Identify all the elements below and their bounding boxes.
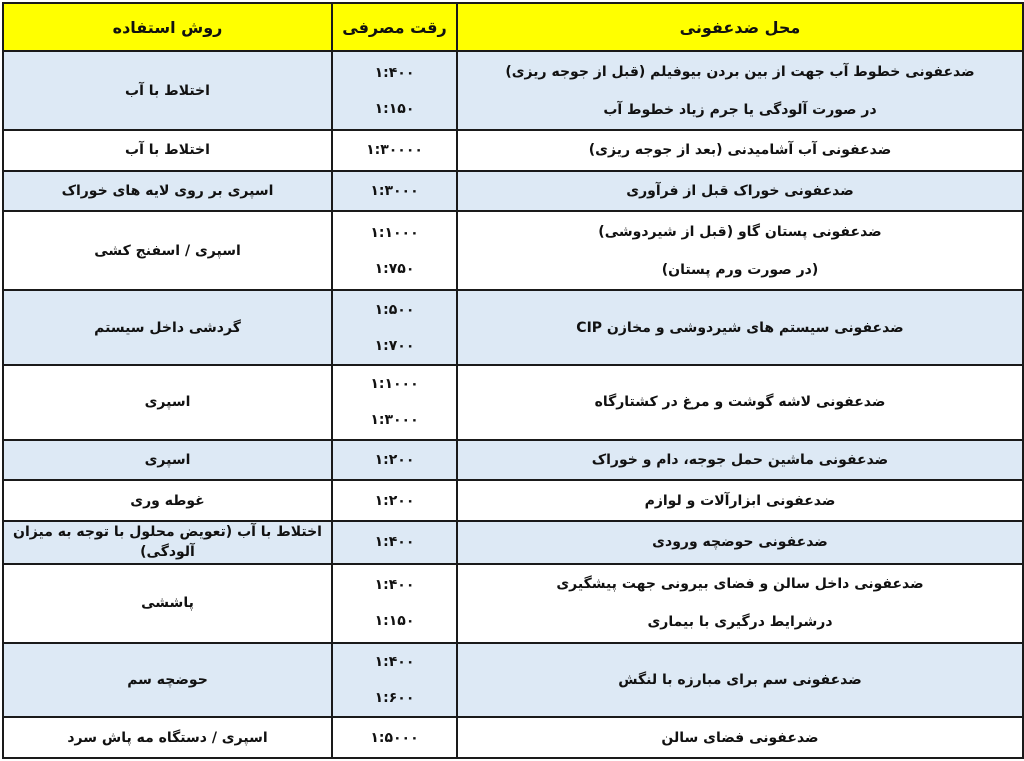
dilution-value: ۱:۴۰۰ [374,534,415,551]
dilution-value: ۱:۳۰۰۰۰ [366,142,423,159]
place-line: ضدعفونی ابزارآلات و لوازم [644,492,836,509]
cell-method: اسپری بر روی لایه های خوراک [3,171,332,212]
cell-method: اسپری [3,440,332,481]
cell-dilution [332,171,457,212]
header-dilution: رقت مصرفی [332,3,457,51]
table-row [3,290,1023,365]
place-line: ضدعفونی آب آشامیدنی (بعد از جوجه ریزی) [588,142,892,159]
cell-place [457,171,1023,212]
place-line: ضدعفونی فضای سالن [661,729,819,746]
table-row [3,643,1023,718]
dilution-value: ۱:۱۵۰ [374,100,415,117]
cell-method: غوطه وری [3,480,332,521]
cell-method: پاششی [3,564,332,643]
dilution-value: ۱:۷۰۰ [374,337,415,354]
cell-place [457,365,1023,440]
place-line: ضدعفونی سم برای مبارزه با لنگش [618,671,862,688]
cell-dilution [332,643,457,718]
dilution-value: ۱:۷۵۰ [374,260,415,277]
place-line: ضدعفونی لاشه گوشت و مرغ در کشتارگاه [594,394,886,411]
cell-method: حوضچه سم [3,643,332,718]
table-row [3,365,1023,440]
place-line: ضدعفونی ماشین حمل جوجه، دام و خوراک [591,452,889,469]
cell-dilution [332,290,457,365]
cell-place [457,717,1023,758]
cell-place [457,564,1023,643]
cell-dilution [332,564,457,643]
cell-method: گردشی داخل سیستم [3,290,332,365]
table-row [3,51,1023,130]
table-row [3,480,1023,521]
cell-dilution [332,717,457,758]
table-row [3,564,1023,643]
table-row [3,211,1023,290]
dilution-value: ۱:۱۰۰۰ [370,224,419,241]
cell-method: اسپری [3,365,332,440]
place-line: درشرایط درگیری با بیماری [647,614,833,630]
cell-place [457,643,1023,718]
cell-dilution [332,211,457,290]
cell-method: اختلاط با آب [3,51,332,130]
cell-dilution [332,521,457,564]
place-line: ضدعفونی داخل سالن و فضای بیرونی جهت پیشگیری [556,576,924,592]
cell-place [457,130,1023,171]
dilution-value: ۱:۴۰۰ [374,653,415,670]
place-line: در صورت آلودگی یا جرم زیاد خطوط آب [603,101,877,118]
place-line: (در صورت ورم پستان) [661,261,819,278]
dilution-value: ۱:۴۰۰ [374,64,415,81]
table-body [3,51,1023,758]
place-line: ضدعفونی سیستم های شیردوشی و مخازن CIP [576,319,904,336]
table-row [3,521,1023,564]
dilution-value: ۱:۶۰۰ [374,689,415,706]
dilution-value: ۱:۳۰۰۰ [370,182,419,199]
cell-place [457,211,1023,290]
dilution-value: ۱:۲۰۰ [374,492,415,509]
disinfection-table [2,2,1024,759]
cell-method: اسپری / دستگاه مه پاش سرد [3,717,332,758]
header-method: روش استفاده [3,3,332,51]
dilution-value: ۱:۱۰۰۰ [370,376,419,393]
cell-dilution [332,440,457,481]
dilution-value: ۱:۵۰۰ [374,301,415,318]
cell-dilution [332,51,457,130]
dilution-value: ۱:۱۵۰ [374,613,415,629]
table-row [3,171,1023,212]
table-row [3,440,1023,481]
table-row [3,717,1023,758]
dilution-value: ۱:۵۰۰۰ [370,729,419,746]
table-row [3,130,1023,171]
place-line: ضدعفونی حوضچه ورودی [652,534,828,551]
dilution-value: ۱:۲۰۰ [374,452,415,469]
cell-place [457,440,1023,481]
cell-method: اختلاط با آب (تعویض محلول با توجه به میزان آلودگی) [3,521,332,564]
cell-place [457,480,1023,521]
cell-place [457,51,1023,130]
place-line: ضدعفونی خوراک قبل از فرآوری [626,182,854,199]
cell-dilution [332,480,457,521]
dilution-value: ۱:۴۰۰ [374,577,415,593]
cell-method: اسپری / اسفنج کشی [3,211,332,290]
header-row [3,3,1023,51]
cell-dilution [332,130,457,171]
place-line: ضدعفونی خطوط آب جهت از بین بردن بیوفیلم (قبل از جوجه ریزی) [505,63,975,80]
header-place: محل ضدعفونی [457,3,1023,51]
place-line: ضدعفونی پستان گاو (قبل از شیردوشی) [598,223,882,240]
cell-place [457,521,1023,564]
cell-method: اختلاط با آب [3,130,332,171]
cell-place [457,290,1023,365]
cell-dilution [332,365,457,440]
dilution-value: ۱:۳۰۰۰ [370,412,419,429]
